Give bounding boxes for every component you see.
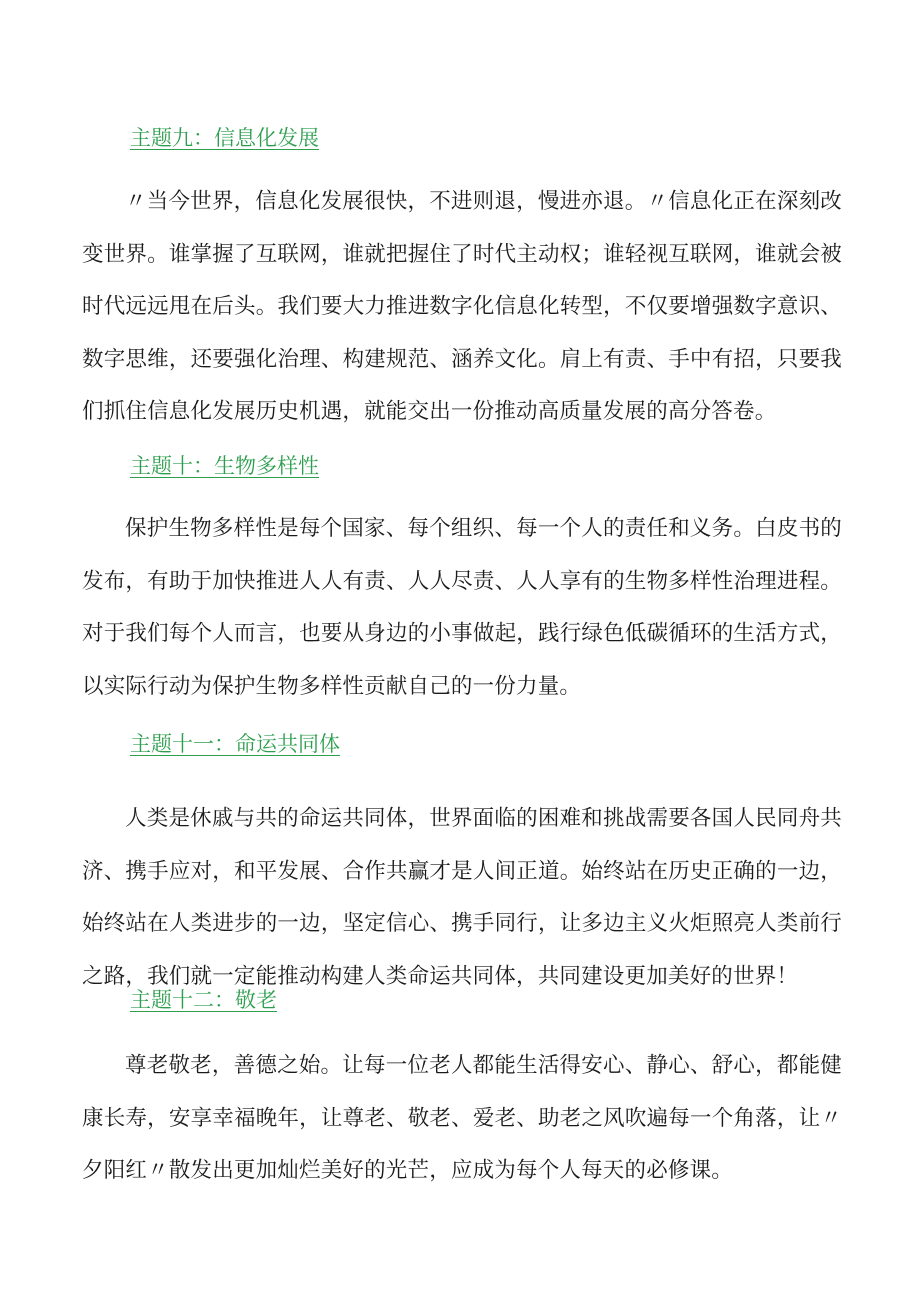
section-heading-shared-future: 主题十一：命运共同体: [130, 732, 340, 756]
section-paragraph-respect-elderly: 尊老敬老，善德之始。让每一位老人都能生活得安心、静心、舒心，都能健康长寿，安享幸福晚年，让尊老、敬老、爱老、助老之风吹遍每一个角落，让〃夕阳红〃散发出更加灿烂美好的光芒，应成为每个人每天的必修课。: [82, 1053, 842, 1183]
section-heading-biodiversity: 主题十：生物多样性: [130, 454, 319, 478]
section-heading-informatization: 主题九：信息化发展: [130, 126, 319, 150]
section-paragraph-shared-future: 人类是休戚与共的命运共同体，世界面临的困难和挑战需要各国人民同舟共济、携手应对，和平发展、合作共赢才是人间正道。始终站在历史正确的一边，始终站在人类进步的一边，坚定信心、携手同行，让多边主义火炬照亮人类前行之路，我们就一定能推动构建人类命运共同体，共同建设更加美好的世界！: [82, 806, 842, 989]
section-paragraph-biodiversity: 保护生物多样性是每个国家、每个组织、每一个人的责任和义务。白皮书的发布，有助于加快推进人人有责、人人尽责、人人享有的生物多样性治理进程。对于我们每个人而言，也要从身边的小事做起，践行绿色低碳循环的生活方式，以实际行动为保护生物多样性贡献自己的一份力量。: [82, 516, 842, 699]
section-paragraph-informatization: 〃当今世界，信息化发展很快，不进则退，慢进亦退。〃信息化正在深刻改变世界。谁掌握了互联网，谁就把握住了时代主动权；谁轻视互联网，谁就会被时代远远甩在后头。我们要大力推进数字化信息化转型，不仅要增强数字意识、数字思维，还要强化治理、构建规范、涵养文化。肩上有责、手中有招，只要我们抓住信息化发展历史机遇，就能交出一份推动高质量发展的高分答卷。: [82, 189, 842, 424]
section-heading-respect-elderly: 主题十二：敬老: [130, 988, 277, 1012]
